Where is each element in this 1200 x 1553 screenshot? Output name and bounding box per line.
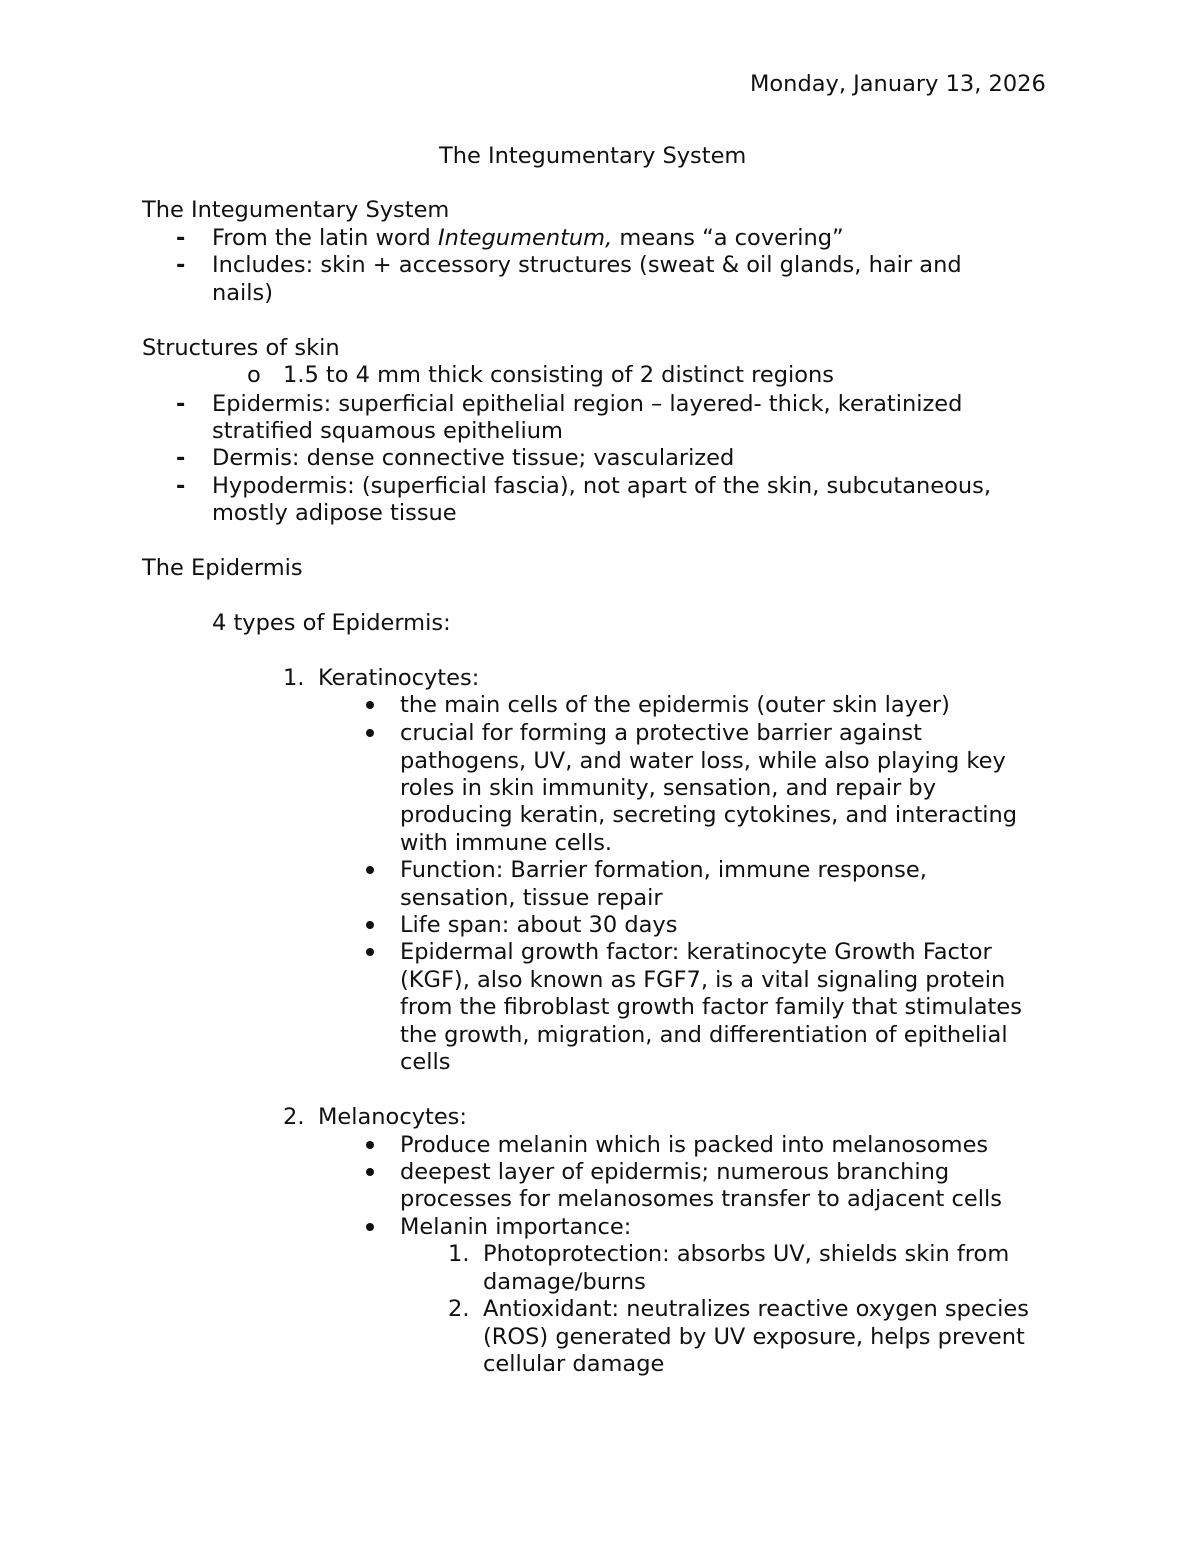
list-item: Epidermis: superficial epithelial region – layered- thick, keratinized xyxy=(212,391,963,417)
list-item: Produce melanin which is packed into melanosomes xyxy=(400,1132,989,1158)
bullet-dot-icon xyxy=(366,1168,374,1176)
list-number: 2. xyxy=(283,1104,305,1130)
list-item-continued: cells xyxy=(400,1049,451,1075)
list-item-continued: mostly adipose tissue xyxy=(212,500,457,526)
date-line: Monday, January 13, 2026 xyxy=(750,71,1046,97)
circle-bullet-icon: o xyxy=(247,362,261,388)
dash-bullet: - xyxy=(176,473,186,499)
list-item: Epidermal growth factor: keratinocyte Growth Factor xyxy=(400,939,992,965)
list-number: 1. xyxy=(283,665,305,691)
sublist-item-continued: (ROS) generated by UV exposure, helps prevent xyxy=(483,1324,1025,1350)
section-heading-structures: Structures of skin xyxy=(142,335,340,361)
list-item: 1.5 to 4 mm thick consisting of 2 distinct regions xyxy=(283,362,834,388)
list-item-continued: pathogens, UV, and water loss, while also playing key xyxy=(400,748,1006,774)
dash-bullet: - xyxy=(176,252,186,278)
keratinocytes-label: Keratinocytes: xyxy=(318,665,480,691)
subheading-types: 4 types of Epidermis: xyxy=(212,610,451,636)
sublist-item: Photoprotection: absorbs UV, shields skin from xyxy=(483,1241,1010,1267)
list-item: Includes: skin + accessory structures (sweat & oil glands, hair and xyxy=(212,252,962,278)
list-item: From the latin word Integumentum, means “a covering” xyxy=(212,225,844,251)
dash-bullet: - xyxy=(176,445,186,471)
list-item-continued: nails) xyxy=(212,280,274,306)
page-title: The Integumentary System xyxy=(439,143,747,169)
section-heading-integumentary: The Integumentary System xyxy=(142,197,450,223)
dash-bullet: - xyxy=(176,391,186,417)
list-item: Melanin importance: xyxy=(400,1214,632,1240)
list-item-continued: from the fibroblast growth factor family that stimulates xyxy=(400,994,1022,1020)
list-item: Function: Barrier formation, immune response, xyxy=(400,857,927,883)
melanocytes-label: Melanocytes: xyxy=(318,1104,467,1130)
bullet-dot-icon xyxy=(366,1141,374,1149)
list-item-continued: roles in skin immunity, sensation, and repair by xyxy=(400,775,937,801)
list-item-continued: with immune cells. xyxy=(400,830,613,856)
sublist-item-continued: cellular damage xyxy=(483,1351,665,1377)
section-heading-epidermis: The Epidermis xyxy=(142,555,303,581)
bullet-dot-icon xyxy=(366,729,374,737)
list-item: the main cells of the epidermis (outer skin layer) xyxy=(400,692,950,718)
list-item: crucial for forming a protective barrier against xyxy=(400,720,922,746)
list-item-continued: processes for melanosomes transfer to adjacent cells xyxy=(400,1186,1002,1212)
list-item: Dermis: dense connective tissue; vascularized xyxy=(212,445,735,471)
sublist-item-continued: damage/burns xyxy=(483,1269,646,1295)
list-item-continued: producing keratin, secreting cytokines, and interacting xyxy=(400,802,1018,828)
list-item-continued: sensation, tissue repair xyxy=(400,885,663,911)
list-item-continued: the growth, migration, and differentiation of epithelial xyxy=(400,1022,1008,1048)
dash-bullet: - xyxy=(176,225,186,251)
bullet-dot-icon xyxy=(366,701,374,709)
list-item-continued: (KGF), also known as FGF7, is a vital signaling protein xyxy=(400,967,1006,993)
bullet-dot-icon xyxy=(366,1223,374,1231)
list-item-continued: stratified squamous epithelium xyxy=(212,418,563,444)
bullet-dot-icon xyxy=(366,948,374,956)
sublist-item: Antioxidant: neutralizes reactive oxygen species xyxy=(483,1296,1029,1322)
bullet-dot-icon xyxy=(366,866,374,874)
list-item: deepest layer of epidermis; numerous branching xyxy=(400,1159,950,1185)
bullet-dot-icon xyxy=(366,921,374,929)
list-number: 1. xyxy=(448,1241,470,1267)
list-item: Life span: about 30 days xyxy=(400,912,678,938)
list-number: 2. xyxy=(448,1296,470,1322)
list-item: Hypodermis: (superficial fascia), not apart of the skin, subcutaneous, xyxy=(212,473,992,499)
